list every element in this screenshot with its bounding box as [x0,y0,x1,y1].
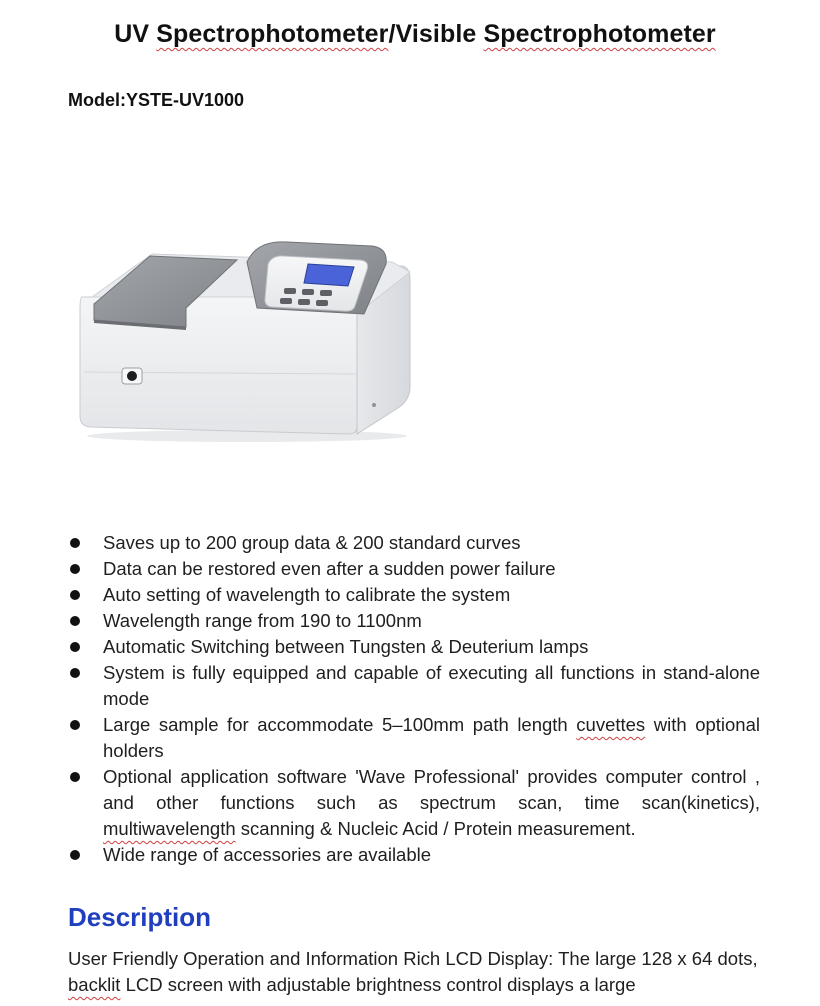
feature-item [68,634,760,660]
bullet-icon [70,772,80,782]
feature-text: Wavelength range from 190 to 1100nm [103,610,422,631]
lcd-screen [304,264,354,286]
front-knob [127,371,137,381]
title-part-1: UV [114,20,157,48]
bullet-icon [70,720,80,730]
feature-item [68,660,760,712]
side-screw [372,403,376,407]
bullet-icon [70,850,80,860]
feature-item [68,556,760,582]
feature-item [68,608,760,634]
feature-text: Automatic Switching between Tungsten & Deuterium lamps [103,636,589,657]
feature-text-pre: Optional application software 'Wave Professional' provides computer control , and other functions such as spectrum scan, time scan(kinetics), [103,766,760,813]
bullet-icon [70,642,80,652]
key [298,299,310,305]
feature-text: System is fully equipped and capable of executing all functions in stand-alone mode [103,662,760,709]
feature-text-post: with optional holders [103,714,760,761]
title-part-2: Spectrophotometer [156,20,389,48]
feature-text-post: scanning & Nucleic Acid / Protein measurement. [235,818,636,839]
key [280,298,292,304]
bullet-icon [70,668,80,678]
spectrophotometer-image [72,222,422,447]
feature-item [68,582,760,608]
feature-item [68,842,760,868]
description-text-post: LCD screen with adjustable brightness control displays a large [120,974,636,995]
feature-text: Auto setting of wavelength to calibrate the system [103,584,511,605]
feature-text: Wide range of accessories are available [103,844,432,865]
key [320,290,332,296]
model-label: Model:YSTE-UV1000 [68,90,245,110]
bullet-icon [70,564,80,574]
title-part-3: /Visible [388,20,484,48]
page-title [0,20,820,49]
description-text-pre: User Friendly Operation and Information Rich LCD Display: The large 128 x 64 dots, [68,948,758,969]
key [284,288,296,294]
key [316,300,328,306]
feature-item [68,712,760,764]
key [302,289,314,295]
bullet-icon [70,538,80,548]
feature-item [68,530,760,556]
description-text-mark: backlit [68,974,121,995]
feature-item [68,764,760,842]
feature-text: Data can be restored even after a sudden power failure [103,558,556,579]
description-text [68,946,760,998]
bullet-icon [70,616,80,626]
bullet-icon [70,590,80,600]
feature-text: Saves up to 200 group data & 200 standard curves [103,532,521,553]
feature-text-mark: cuvettes [576,714,646,735]
title-part-4: Spectrophotometer [483,20,716,48]
feature-text-mark: multiwavelength [103,818,236,839]
feature-list [68,530,760,868]
description-heading: Description [68,902,212,932]
feature-text-pre: Large sample for accommodate 5–100mm path length [103,714,577,735]
